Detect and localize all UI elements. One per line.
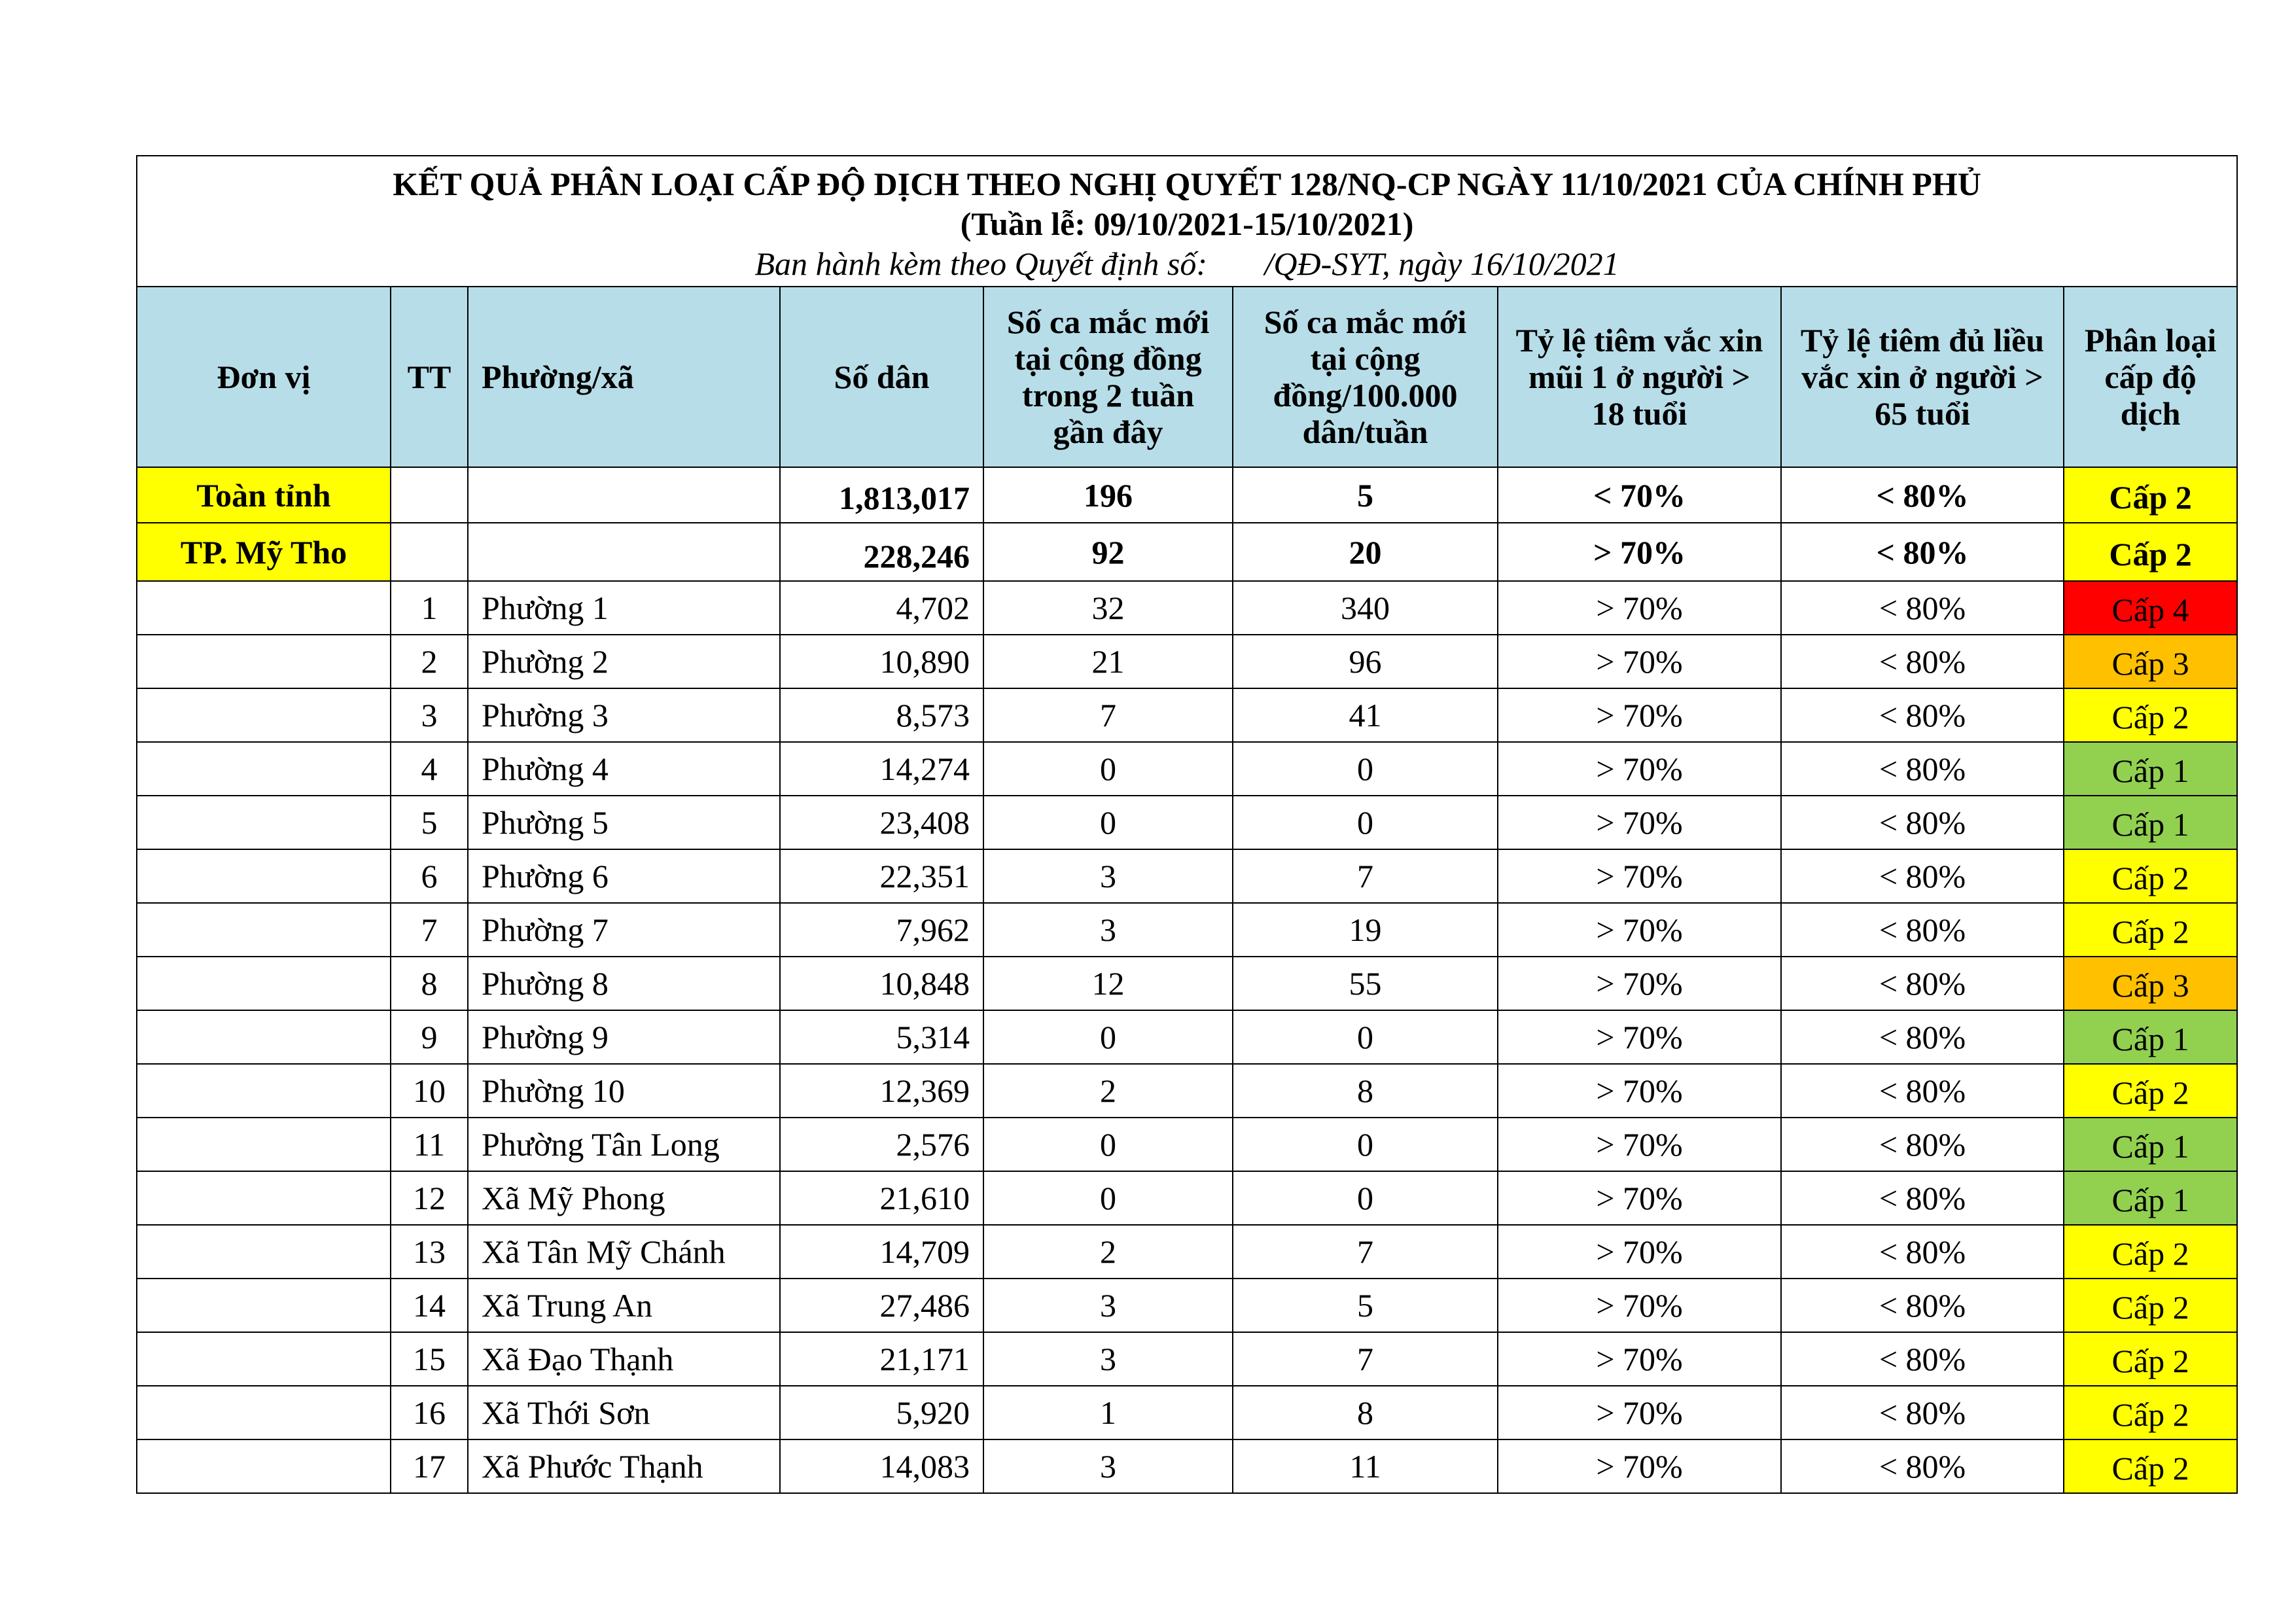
summary-unit: Toàn tỉnh xyxy=(137,467,391,523)
row-tt: 8 xyxy=(391,957,468,1010)
row-per-100k: 0 xyxy=(1233,1171,1498,1225)
row-ward-name: Phường 8 xyxy=(468,957,780,1010)
row-per-100k: 7 xyxy=(1233,1225,1498,1279)
report-issued-note: Ban hành kèm theo Quyết định số: /QĐ-SYT, ngày 16/10/2021 xyxy=(754,245,1619,282)
summary-full: < 80% xyxy=(1781,467,2064,523)
row-per-100k: 8 xyxy=(1233,1386,1498,1439)
row-dose1-rate: > 70% xyxy=(1498,1439,1781,1493)
row-cases-2w: 0 xyxy=(983,796,1233,849)
row-population: 5,314 xyxy=(780,1010,983,1064)
row-ward-name: Xã Trung An xyxy=(468,1279,780,1332)
row-population: 21,610 xyxy=(780,1171,983,1225)
row-level: Cấp 2 xyxy=(2064,1064,2237,1118)
row-cases-2w: 32 xyxy=(983,581,1233,635)
row-tt: 11 xyxy=(391,1118,468,1171)
row-tt: 6 xyxy=(391,849,468,903)
col-header-dose1-rate: Tỷ lệ tiêm vắc xin mũi 1 ở người > 18 tuổi xyxy=(1498,287,1781,467)
row-unit xyxy=(137,635,391,688)
row-full-rate: < 80% xyxy=(1781,688,2064,742)
row-dose1-rate: > 70% xyxy=(1498,849,1781,903)
row-ward-name: Phường 6 xyxy=(468,849,780,903)
row-level: Cấp 1 xyxy=(2064,742,2237,796)
epidemic-level-report xyxy=(136,155,2236,1494)
summary-ward xyxy=(468,523,780,581)
row-unit xyxy=(137,1225,391,1279)
row-level: Cấp 1 xyxy=(2064,1010,2237,1064)
row-ward-name: Phường 3 xyxy=(468,688,780,742)
row-cases-2w: 3 xyxy=(983,1279,1233,1332)
table-row xyxy=(137,635,2237,688)
row-full-rate: < 80% xyxy=(1781,1225,2064,1279)
row-dose1-rate: > 70% xyxy=(1498,957,1781,1010)
row-per-100k: 96 xyxy=(1233,635,1498,688)
col-header-unit: Đơn vị xyxy=(137,287,391,467)
row-unit xyxy=(137,1386,391,1439)
summary-cases-2w: 92 xyxy=(983,523,1233,581)
summary-per-100k: 20 xyxy=(1233,523,1498,581)
classification-table xyxy=(136,155,2238,1494)
table-row xyxy=(137,688,2237,742)
row-dose1-rate: > 70% xyxy=(1498,796,1781,849)
table-row xyxy=(137,1010,2237,1064)
row-full-rate: < 80% xyxy=(1781,849,2064,903)
col-header-cases-2w: Số ca mắc mới tại cộng đồng trong 2 tuần gần đây xyxy=(983,287,1233,467)
row-population: 5,920 xyxy=(780,1386,983,1439)
row-per-100k: 41 xyxy=(1233,688,1498,742)
row-tt: 2 xyxy=(391,635,468,688)
row-per-100k: 11 xyxy=(1233,1439,1498,1493)
summary-row-province xyxy=(137,467,2237,523)
col-header-full-rate: Tỷ lệ tiêm đủ liều vắc xin ở người > 65 tuổi xyxy=(1781,287,2064,467)
row-level: Cấp 4 xyxy=(2064,581,2237,635)
row-tt: 9 xyxy=(391,1010,468,1064)
row-dose1-rate: > 70% xyxy=(1498,1386,1781,1439)
row-unit xyxy=(137,957,391,1010)
table-row xyxy=(137,957,2237,1010)
row-dose1-rate: > 70% xyxy=(1498,581,1781,635)
row-unit xyxy=(137,849,391,903)
row-cases-2w: 0 xyxy=(983,1010,1233,1064)
row-cases-2w: 2 xyxy=(983,1225,1233,1279)
row-unit xyxy=(137,1171,391,1225)
table-row xyxy=(137,1279,2237,1332)
row-full-rate: < 80% xyxy=(1781,1064,2064,1118)
row-full-rate: < 80% xyxy=(1781,903,2064,957)
report-title: KẾT QUẢ PHÂN LOẠI CẤP ĐỘ DỊCH THEO NGHỊ QUYẾT 128/NQ-CP NGÀY 11/10/2021 CỦA CHÍNH PHỦ xyxy=(393,166,1981,202)
summary-population: 1,813,017 xyxy=(780,467,983,523)
table-row xyxy=(137,1225,2237,1279)
col-header-level: Phân loại cấp độ dịch xyxy=(2064,287,2237,467)
row-cases-2w: 0 xyxy=(983,1171,1233,1225)
table-row xyxy=(137,849,2237,903)
row-cases-2w: 21 xyxy=(983,635,1233,688)
row-unit xyxy=(137,796,391,849)
row-ward-name: Xã Mỹ Phong xyxy=(468,1171,780,1225)
table-row xyxy=(137,742,2237,796)
row-unit xyxy=(137,1279,391,1332)
row-unit xyxy=(137,1332,391,1386)
report-week: (Tuần lễ: 09/10/2021-15/10/2021) xyxy=(960,205,1414,242)
table-row xyxy=(137,796,2237,849)
row-unit xyxy=(137,1010,391,1064)
row-cases-2w: 0 xyxy=(983,1118,1233,1171)
row-dose1-rate: > 70% xyxy=(1498,1171,1781,1225)
column-header-row xyxy=(137,287,2237,467)
col-header-population: Số dân xyxy=(780,287,983,467)
row-ward-name: Xã Thới Sơn xyxy=(468,1386,780,1439)
row-dose1-rate: > 70% xyxy=(1498,1279,1781,1332)
row-cases-2w: 3 xyxy=(983,849,1233,903)
row-tt: 5 xyxy=(391,796,468,849)
row-full-rate: < 80% xyxy=(1781,1386,2064,1439)
row-full-rate: < 80% xyxy=(1781,1118,2064,1171)
row-tt: 13 xyxy=(391,1225,468,1279)
row-level: Cấp 3 xyxy=(2064,957,2237,1010)
summary-per-100k: 5 xyxy=(1233,467,1498,523)
row-cases-2w: 3 xyxy=(983,1439,1233,1493)
row-full-rate: < 80% xyxy=(1781,1332,2064,1386)
report-header xyxy=(137,156,2237,287)
row-dose1-rate: > 70% xyxy=(1498,1118,1781,1171)
row-per-100k: 5 xyxy=(1233,1279,1498,1332)
row-full-rate: < 80% xyxy=(1781,1010,2064,1064)
row-per-100k: 0 xyxy=(1233,1118,1498,1171)
row-per-100k: 0 xyxy=(1233,796,1498,849)
row-per-100k: 8 xyxy=(1233,1064,1498,1118)
row-cases-2w: 0 xyxy=(983,742,1233,796)
row-per-100k: 0 xyxy=(1233,742,1498,796)
row-level: Cấp 1 xyxy=(2064,1171,2237,1225)
table-row xyxy=(137,1064,2237,1118)
summary-full: < 80% xyxy=(1781,523,2064,581)
row-level: Cấp 3 xyxy=(2064,635,2237,688)
row-level: Cấp 2 xyxy=(2064,1279,2237,1332)
row-full-rate: < 80% xyxy=(1781,1279,2064,1332)
row-level: Cấp 2 xyxy=(2064,903,2237,957)
row-ward-name: Xã Đạo Thạnh xyxy=(468,1332,780,1386)
row-level: Cấp 2 xyxy=(2064,1439,2237,1493)
row-level: Cấp 2 xyxy=(2064,1225,2237,1279)
table-row xyxy=(137,581,2237,635)
summary-row-city xyxy=(137,523,2237,581)
row-unit xyxy=(137,1064,391,1118)
row-full-rate: < 80% xyxy=(1781,1171,2064,1225)
row-dose1-rate: > 70% xyxy=(1498,903,1781,957)
row-population: 10,890 xyxy=(780,635,983,688)
row-full-rate: < 80% xyxy=(1781,635,2064,688)
row-dose1-rate: > 70% xyxy=(1498,1332,1781,1386)
row-level: Cấp 2 xyxy=(2064,1386,2237,1439)
summary-dose1: < 70% xyxy=(1498,467,1781,523)
row-population: 7,962 xyxy=(780,903,983,957)
row-unit xyxy=(137,742,391,796)
summary-level: Cấp 2 xyxy=(2064,467,2237,523)
row-cases-2w: 2 xyxy=(983,1064,1233,1118)
row-ward-name: Phường Tân Long xyxy=(468,1118,780,1171)
summary-level: Cấp 2 xyxy=(2064,523,2237,581)
row-tt: 10 xyxy=(391,1064,468,1118)
row-level: Cấp 2 xyxy=(2064,849,2237,903)
summary-dose1: > 70% xyxy=(1498,523,1781,581)
row-population: 22,351 xyxy=(780,849,983,903)
row-unit xyxy=(137,903,391,957)
row-per-100k: 7 xyxy=(1233,849,1498,903)
row-tt: 16 xyxy=(391,1386,468,1439)
table-row xyxy=(137,903,2237,957)
row-population: 14,709 xyxy=(780,1225,983,1279)
row-population: 14,274 xyxy=(780,742,983,796)
row-population: 27,486 xyxy=(780,1279,983,1332)
row-unit xyxy=(137,1118,391,1171)
row-unit xyxy=(137,688,391,742)
row-ward-name: Phường 4 xyxy=(468,742,780,796)
row-per-100k: 7 xyxy=(1233,1332,1498,1386)
row-tt: 17 xyxy=(391,1439,468,1493)
row-cases-2w: 12 xyxy=(983,957,1233,1010)
row-dose1-rate: > 70% xyxy=(1498,742,1781,796)
row-ward-name: Phường 9 xyxy=(468,1010,780,1064)
row-level: Cấp 2 xyxy=(2064,688,2237,742)
summary-ward xyxy=(468,467,780,523)
row-unit xyxy=(137,1439,391,1493)
row-tt: 14 xyxy=(391,1279,468,1332)
row-per-100k: 55 xyxy=(1233,957,1498,1010)
row-unit xyxy=(137,581,391,635)
row-dose1-rate: > 70% xyxy=(1498,688,1781,742)
summary-population: 228,246 xyxy=(780,523,983,581)
row-full-rate: < 80% xyxy=(1781,1439,2064,1493)
row-dose1-rate: > 70% xyxy=(1498,1010,1781,1064)
row-population: 14,083 xyxy=(780,1439,983,1493)
row-dose1-rate: > 70% xyxy=(1498,1225,1781,1279)
row-full-rate: < 80% xyxy=(1781,581,2064,635)
row-population: 21,171 xyxy=(780,1332,983,1386)
row-level: Cấp 1 xyxy=(2064,1118,2237,1171)
row-ward-name: Phường 1 xyxy=(468,581,780,635)
summary-cases-2w: 196 xyxy=(983,467,1233,523)
row-ward-name: Xã Tân Mỹ Chánh xyxy=(468,1225,780,1279)
row-cases-2w: 3 xyxy=(983,1332,1233,1386)
row-population: 23,408 xyxy=(780,796,983,849)
row-tt: 7 xyxy=(391,903,468,957)
row-per-100k: 0 xyxy=(1233,1010,1498,1064)
table-row xyxy=(137,1332,2237,1386)
col-header-cases-per-100k: Số ca mắc mới tại cộng đồng/100.000 dân/tuần xyxy=(1233,287,1498,467)
col-header-tt: TT xyxy=(391,287,468,467)
row-per-100k: 19 xyxy=(1233,903,1498,957)
row-full-rate: < 80% xyxy=(1781,796,2064,849)
row-ward-name: Phường 5 xyxy=(468,796,780,849)
row-population: 10,848 xyxy=(780,957,983,1010)
summary-unit: TP. Mỹ Tho xyxy=(137,523,391,581)
row-tt: 12 xyxy=(391,1171,468,1225)
row-ward-name: Xã Phước Thạnh xyxy=(468,1439,780,1493)
row-population: 12,369 xyxy=(780,1064,983,1118)
row-full-rate: < 80% xyxy=(1781,742,2064,796)
row-dose1-rate: > 70% xyxy=(1498,635,1781,688)
table-row xyxy=(137,1118,2237,1171)
row-population: 4,702 xyxy=(780,581,983,635)
table-row xyxy=(137,1171,2237,1225)
row-cases-2w: 3 xyxy=(983,903,1233,957)
row-cases-2w: 7 xyxy=(983,688,1233,742)
row-ward-name: Phường 7 xyxy=(468,903,780,957)
col-header-ward: Phường/xã xyxy=(468,287,780,467)
row-dose1-rate: > 70% xyxy=(1498,1064,1781,1118)
row-population: 8,573 xyxy=(780,688,983,742)
row-tt: 15 xyxy=(391,1332,468,1386)
row-cases-2w: 1 xyxy=(983,1386,1233,1439)
row-full-rate: < 80% xyxy=(1781,957,2064,1010)
summary-tt xyxy=(391,467,468,523)
table-row xyxy=(137,1386,2237,1439)
row-population: 2,576 xyxy=(780,1118,983,1171)
row-level: Cấp 2 xyxy=(2064,1332,2237,1386)
row-ward-name: Phường 2 xyxy=(468,635,780,688)
row-ward-name: Phường 10 xyxy=(468,1064,780,1118)
row-tt: 1 xyxy=(391,581,468,635)
row-tt: 4 xyxy=(391,742,468,796)
row-per-100k: 340 xyxy=(1233,581,1498,635)
table-row xyxy=(137,1439,2237,1493)
row-tt: 3 xyxy=(391,688,468,742)
summary-tt xyxy=(391,523,468,581)
row-level: Cấp 1 xyxy=(2064,796,2237,849)
